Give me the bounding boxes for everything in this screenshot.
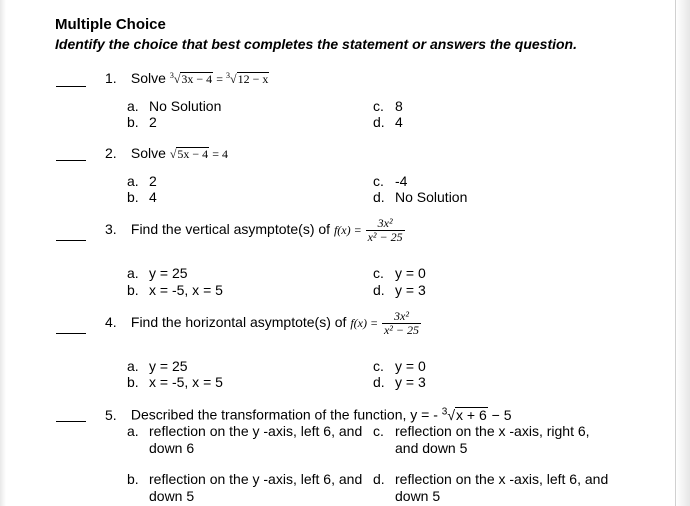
question-number: 3.	[105, 221, 117, 238]
choice-4b[interactable]: b. x = -5, x = 5	[127, 374, 223, 390]
question-number: 4.	[105, 314, 117, 331]
choice-1c[interactable]: c. 8	[373, 98, 403, 114]
question-math: $^3$√3x − 4 = $^3$√12 − x	[169, 71, 269, 86]
answer-blank-2[interactable]	[56, 160, 86, 161]
choice-2c[interactable]: c. -4	[373, 173, 408, 189]
question-math: $^3$√x + 6 − 5	[441, 406, 512, 423]
choice-5c[interactable]: c. reflection on the x -axis, right 6, and down 5	[373, 423, 590, 456]
question-4	[105, 310, 421, 337]
choice-3b[interactable]: b. x = -5, x = 5	[127, 282, 223, 298]
choice-1a[interactable]: a. No Solution	[127, 98, 222, 114]
instructions: Identify the choice that best completes the statement or answers the question.	[55, 36, 577, 52]
answer-blank-1[interactable]	[56, 86, 86, 87]
choice-4a[interactable]: a. y = 25	[127, 358, 188, 374]
question-1	[105, 70, 269, 87]
question-fraction: $\frac{\text{3x²}}{\text{x² − 25}}$	[383, 309, 419, 337]
question-prefix: Described the transformation of the function, y = -	[130, 406, 438, 423]
question-prefix: Find the vertical asymptote(s) of	[130, 221, 331, 238]
question-number: 5.	[105, 406, 117, 423]
answer-blank-3[interactable]	[56, 240, 86, 241]
choice-3d[interactable]: d. y = 3	[373, 282, 426, 298]
section-heading: Multiple Choice	[55, 16, 166, 33]
choice-1b[interactable]: b. 2	[127, 114, 157, 130]
choice-5b[interactable]: b. reflection on the y -axis, left 6, and down 5	[127, 471, 363, 504]
question-math: √5x − 4 = 4	[169, 147, 228, 161]
question-5	[105, 406, 512, 423]
question-prefix: Find the horizontal asymptote(s) of	[130, 314, 347, 331]
choice-5a[interactable]: a. reflection on the y -axis, left 6, and down 6	[127, 423, 363, 456]
question-3	[105, 217, 405, 244]
choice-2b[interactable]: b. 4	[127, 189, 157, 205]
answer-blank-4[interactable]	[56, 333, 86, 334]
choice-3a[interactable]: a. y = 25	[127, 265, 188, 281]
answer-blank-5[interactable]	[56, 421, 86, 422]
choice-2d[interactable]: d. No Solution	[373, 189, 468, 205]
page-right-edge	[675, 0, 690, 506]
choice-2a[interactable]: a. 2	[127, 173, 157, 189]
choice-1d[interactable]: d. 4	[373, 114, 403, 130]
choice-5d[interactable]: d. reflection on the x -axis, left 6, and down 5	[373, 471, 609, 504]
choice-4c[interactable]: c. y = 0	[373, 358, 426, 374]
question-function: f(x) =	[350, 316, 379, 331]
page-left-edge	[0, 0, 6, 506]
choice-3c[interactable]: c. y = 0	[373, 265, 426, 281]
question-number: 1.	[105, 70, 117, 86]
question-function: f(x) =	[333, 223, 362, 238]
question-2	[105, 145, 228, 162]
question-number: 2.	[105, 145, 117, 161]
question-prefix: Solve	[130, 70, 166, 86]
question-fraction: $\frac{\text{3x²}}{\text{x² − 25}}$	[367, 216, 403, 244]
choice-4d[interactable]: d. y = 3	[373, 374, 426, 390]
question-prefix: Solve	[130, 145, 166, 161]
